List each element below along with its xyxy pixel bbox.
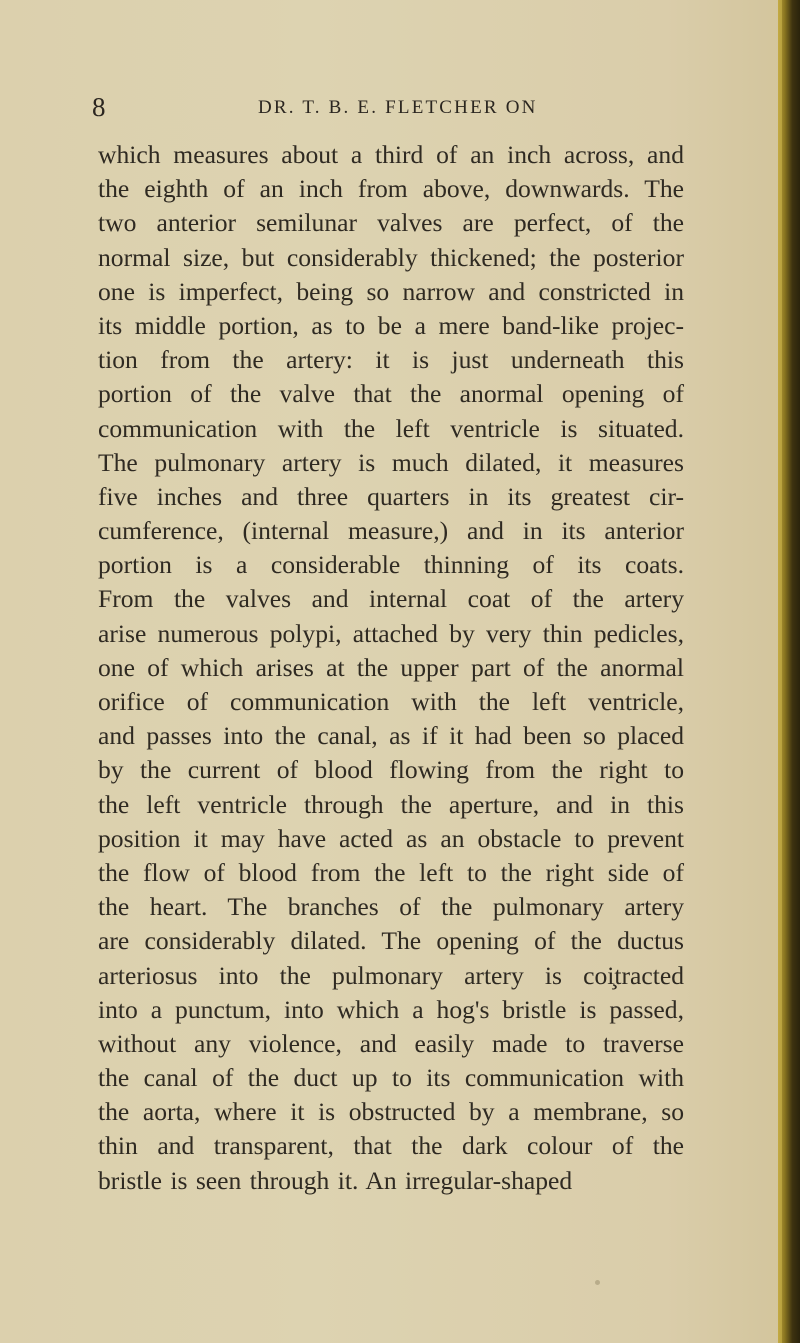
- text-line: are considerably dilated. The opening of the ductus: [98, 926, 684, 956]
- text-line: into a punctum, into which a hog's bristle is passed,: [98, 994, 684, 1024]
- text-line: thin and transparent, that the dark colour of the: [98, 1131, 684, 1161]
- text-line: arise numerous polypi, attached by very thin pedicles,: [98, 618, 684, 648]
- text-line: bristle is seen through it. An irregular-shaped: [98, 1165, 573, 1195]
- running-head: DR. T. B. E. FLETCHER ON: [258, 97, 538, 118]
- text-line: by the current of blood flowing from the right to: [98, 755, 684, 785]
- body-text: [98, 138, 684, 1198]
- text-line: and passes into the canal, as if it had been so placed: [98, 721, 684, 751]
- text-line: one of which arises at the upper part of the anormal: [98, 652, 684, 682]
- text-line: cumference, (internal measure,) and in its anterior: [98, 516, 684, 546]
- text-line: the left ventricle through the aperture, and in this: [98, 789, 684, 819]
- text-line: the aorta, where it is obstructed by a membrane, so: [98, 1097, 684, 1127]
- text-line: the eighth of an inch from above, downwards. The: [98, 174, 684, 204]
- text-line: its middle portion, as to be a mere band-like projec-: [98, 310, 684, 340]
- page-edge: [778, 0, 800, 1343]
- text-line: arteriosus into the pulmonary artery is coi̧tracted: [98, 960, 684, 990]
- text-line: portion of the valve that the anormal opening of: [98, 379, 684, 409]
- text-line: communication with the left ventricle is situated.: [98, 413, 684, 443]
- text-line: one is imperfect, being so narrow and constricted in: [98, 276, 684, 306]
- text-line: The pulmonary artery is much dilated, it measures: [98, 447, 684, 477]
- page-header: [0, 92, 782, 122]
- text-line: normal size, but considerably thickened; the posterior: [98, 242, 684, 272]
- paper-speck: [595, 1280, 600, 1285]
- text-line: the canal of the duct up to its communication with: [98, 1063, 684, 1093]
- text-line: the flow of blood from the left to the right side of: [98, 857, 684, 887]
- text-line: orifice of communication with the left ventricle,: [98, 687, 684, 716]
- text-line: which measures about a third of an inch across, and: [98, 140, 684, 169]
- text-line: two anterior semilunar valves are perfect, of the: [98, 208, 684, 238]
- text-line: the heart. The branches of the pulmonary artery: [98, 892, 684, 922]
- text-line: tion from the artery: it is just underneath this: [98, 345, 684, 375]
- text-line: without any violence, and easily made to traverse: [98, 1028, 684, 1058]
- page-number: 8: [92, 92, 106, 122]
- text-line: position it may have acted as an obstacle to prevent: [98, 823, 684, 853]
- text-line: five inches and three quarters in its greatest cir-: [98, 481, 684, 511]
- text-line: From the valves and internal coat of the artery: [98, 584, 684, 614]
- text-line: portion is a considerable thinning of its coats.: [98, 550, 684, 580]
